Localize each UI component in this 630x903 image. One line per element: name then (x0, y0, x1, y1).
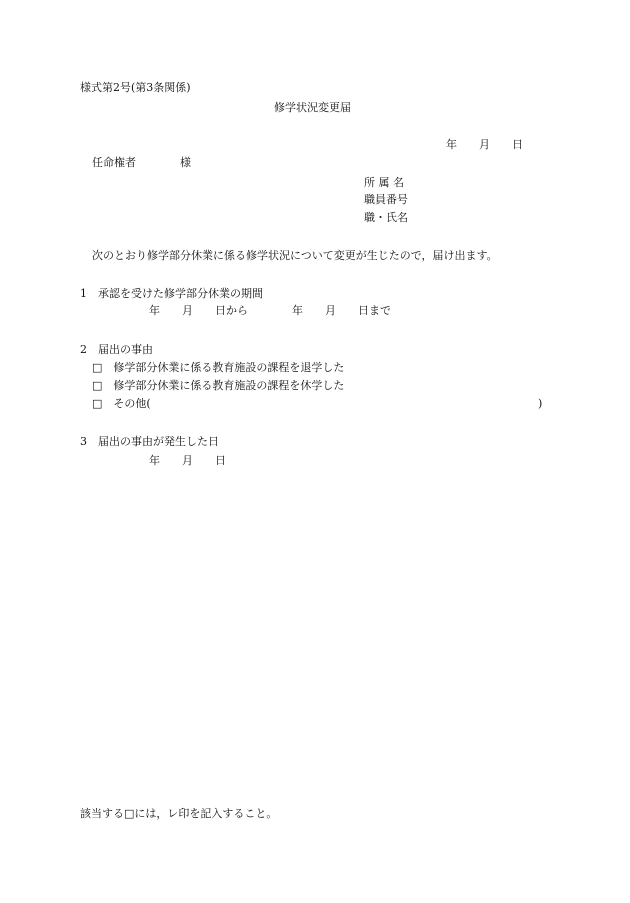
reason-option-withdrawal: □ 修学部分休業に係る教育施設の課程を退学した (92, 361, 345, 374)
applicant-staff-number-label: 職員番号 (364, 193, 408, 206)
section-1-heading: 1 承認を受けた修学部分休業の期間 (80, 287, 263, 300)
section-3-heading: 3 届出の事由が発生した日 (80, 435, 219, 448)
footnote: 該当する□には，レ印を記入すること。 (80, 807, 278, 820)
form-number: 様式第2号(第3条関係) (80, 81, 191, 94)
section-3-date: 年 月 日 (149, 454, 226, 467)
section-1-period: 年 月 日から 年 月 日まで (149, 304, 391, 317)
section-2-heading: 2 届出の事由 (80, 343, 153, 356)
addressee: 任命権者 様 (92, 156, 191, 169)
applicant-name-label: 職・氏名 (364, 211, 408, 224)
intro-statement: 次のとおり修学部分休業に係る修学状況について変更が生じたので，届け出ます。 (92, 249, 498, 262)
document-title: 修学状況変更届 (274, 101, 351, 114)
reason-option-other: □ その他( (92, 397, 151, 410)
applicant-affiliation-label: 所 属 名 (364, 176, 404, 189)
reason-option-leave: □ 修学部分休業に係る教育施設の課程を休学した (92, 379, 345, 392)
reason-other-close-paren: ) (538, 397, 543, 410)
submission-date: 年 月 日 (446, 138, 523, 151)
